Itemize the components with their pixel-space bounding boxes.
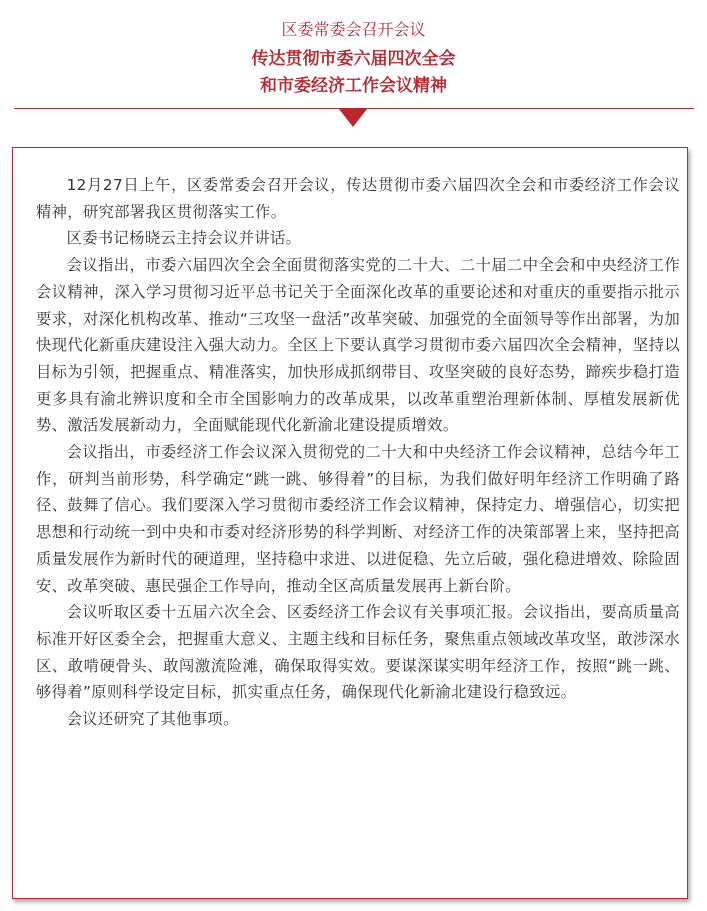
paragraph: 12月27日上午，区委常委会召开会议，传达贯彻市委六届四次全会和市委经济工作会议精神，研究部署我区贯彻落实工作。 [36,176,680,221]
headline-line-1: 传达贯彻市委六届四次全会 [251,49,456,69]
paragraph: 会议还研究了其他事项。 [66,710,239,729]
article-body [36,172,680,733]
headline-line-2: 和市委经济工作会议精神 [260,76,447,96]
paragraph: 会议指出，市委经济工作会议深入贯彻党的二十大和中央经济工作会议精神，总结今年工作，研判当前形势，科学确定“跳一跳、够得着”的目标，为我们做好明年经济工作明确了路径、鼓舞了信心。我们要深入学习贯彻市委经济工作会议精神，保持定力、增强信心，切实把思想和行动统一到中央和市委对经济形势的科学判断、对经济工作的决策部署上来，坚持把高质量发展作为新时代的硬道理，坚持稳中求进、以进促稳、先立后破，强化稳进增效、除险固安、改革突破、惠民强企工作导向，推动全区高质量发展再上新台阶。 [36,443,680,595]
triangle-down-icon [339,109,367,127]
paragraph: 会议听取区委十五届六次全会、区委经济工作会议有关事项汇报。会议指出，要高质量高标准开好区委全会，把握重大意义、主题主线和目标任务，聚焦重点领域改革攻坚，敢涉深水区、敢啃硬骨头、敢闯激流险滩，确保取得实效。要谋深谋实明年经济工作，按照“跳一跳、够得着”原则科学设定目标，抓实重点任务，确保现代化新渝北建设行稳致远。 [36,603,680,702]
header-kicker: 区委常委会召开会议 [281,20,426,39]
paragraph: 会议指出，市委六届四次全会全面贯彻落实党的二十大、二十届二中全会和中央经济工作会议精神，深入学习贯彻习近平总书记关于全面深化改革的重要论述和对重庆的重要指示批示要求，对深化机构改革、推动“三攻坚一盘活”改革突破、加强党的全面领导等作出部署，为加快现代化新重庆建设注入强大动力。全区上下要认真学习贯彻市委六届四次全会精神，坚持以目标为引领，把握重点、精准落实，加快形成抓纲带目、攻坚突破的良好态势，蹄疾步稳打造更多具有渝北辨识度和全市全国影响力的改革成果，以改革重塑治理新体制、厚植发展新优势、激活发展新动力，全面赋能现代化新渝北建设提质增效。 [36,256,680,435]
paragraph: 区委书记杨晓云主持会议并讲话。 [66,229,302,248]
